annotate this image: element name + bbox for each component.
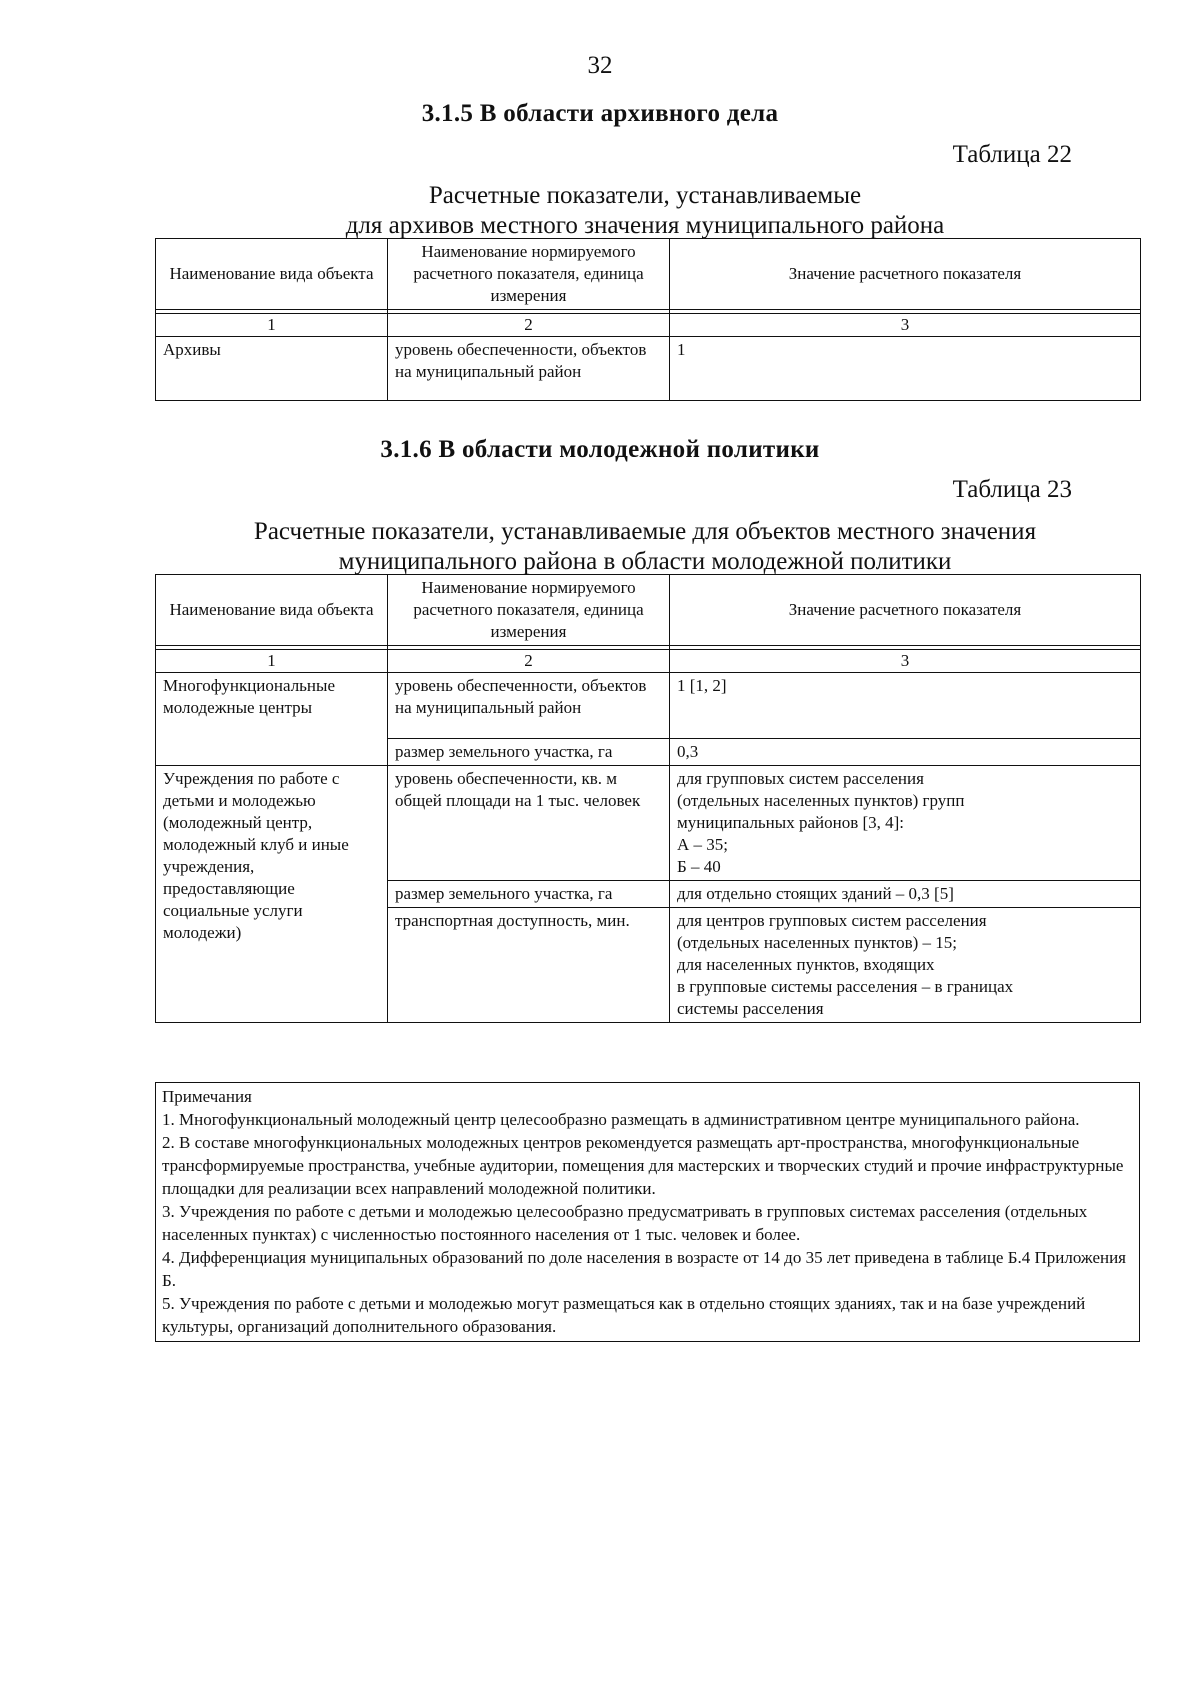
section-title-archives: 3.1.5 В области архивного дела (421, 100, 779, 127)
column-number-row (156, 314, 1141, 337)
table-caption-22 (150, 181, 1140, 241)
note-item: 3. Учреждения по работе с детьми и молодежью целесообразно предусматривать в групповых системах расселения (отдельных населенных пунктах) с численностью постоянного населения от 1 тыс. человек и более. (162, 1202, 1088, 1244)
value-cell (670, 766, 1141, 881)
indicator-cell: транспортная доступность, мин. (388, 908, 670, 1023)
object-cell: Многофункциональные молодежные центры (156, 673, 388, 766)
indicator-cell: уровень обеспеченности, объектов на муниципальный район (388, 673, 670, 739)
value-line: в групповые системы расселения – в границах (677, 977, 1014, 996)
value-cell: 0,3 (670, 739, 1141, 766)
header-cell: Наименование вида объекта (156, 239, 388, 310)
value-cell: 1 [1, 2] (670, 673, 1141, 739)
object-cell: Учреждения по работе с детьми и молодежью (молодежный центр, молодежный клуб и иные учреждения, предоставляющие социальные услуги молодежи) (156, 766, 388, 1023)
caption-line: Расчетные показатели, устанавливаемые (428, 182, 862, 209)
header-cell: Наименование вида объекта (156, 575, 388, 646)
table-row (156, 766, 1141, 881)
caption-line: для архивов местного значения муниципального района (345, 212, 945, 239)
value-line: для населенных пунктов, входящих (677, 955, 935, 974)
column-number-row (156, 650, 1141, 673)
table-row (156, 673, 1141, 739)
table-header-row (156, 239, 1141, 310)
column-number: 3 (670, 314, 1141, 337)
table-row (156, 337, 1141, 401)
note-item: 2. В составе многофункциональных молодежных центров рекомендуется размещать арт-пространства, многофункциональные трансформируемые пространства, учебные аудитории, помещения для мастерских и творческих студий и прочие инфраструктурные площадки для реализации всех направлений молодежной политики. (162, 1133, 1124, 1198)
table-23 (155, 574, 1141, 1023)
section-title-youth: 3.1.6 В области молодежной политики (380, 436, 820, 463)
caption-line: Расчетные показатели, устанавливаемые для объектов местного значения (253, 518, 1037, 545)
table-header-row (156, 575, 1141, 646)
value-line: системы расселения (677, 999, 824, 1018)
note-item: 5. Учреждения по работе с детьми и молодежью могут размещаться как в отдельно стоящих зданиях, так и на базе учреждений культуры, организаций дополнительного образования. (162, 1294, 1086, 1336)
caption-line: муниципального района в области молодежной политики (338, 548, 952, 575)
note-item: 1. Многофункциональный молодежный центр целесообразно размещать в административном центре муниципального района. (162, 1110, 1080, 1129)
value-line: муниципальных районов [3, 4]: (677, 813, 905, 832)
notes-block (155, 1082, 1140, 1342)
value-line: для центров групповых систем расселения (677, 911, 987, 930)
column-number: 1 (156, 314, 388, 337)
column-number: 2 (388, 314, 670, 337)
value-line: (отдельных населенных пунктов) – 15; (677, 933, 958, 952)
indicator-cell: уровень обеспеченности, кв. м общей площади на 1 тыс. человек (388, 766, 670, 881)
indicator-cell: размер земельного участка, га (388, 739, 670, 766)
column-number: 1 (156, 650, 388, 673)
value-cell (670, 908, 1141, 1023)
value-line: А – 35; (677, 835, 728, 854)
indicator-cell: размер земельного участка, га (388, 881, 670, 908)
table-22 (155, 238, 1141, 401)
table-label-23: Таблица 23 (952, 476, 1072, 503)
table-caption-23 (150, 517, 1140, 577)
page-number: 32 (587, 52, 613, 79)
value-line: Б – 40 (677, 857, 721, 876)
column-number: 2 (388, 650, 670, 673)
column-number: 3 (670, 650, 1141, 673)
header-cell: Значение расчетного показателя (670, 239, 1141, 310)
header-cell: Наименование нормируемого расчетного показателя, единица измерения (388, 239, 670, 310)
object-cell: Архивы (156, 337, 388, 401)
value-cell: 1 (670, 337, 1141, 401)
notes-title: Примечания (162, 1087, 252, 1106)
value-line: (отдельных населенных пунктов) групп (677, 791, 965, 810)
header-cell: Значение расчетного показателя (670, 575, 1141, 646)
note-item: 4. Дифференциация муниципальных образований по доле населения в возрасте от 14 до 35 лет приведена в таблице Б.4 Приложения Б. (162, 1248, 1127, 1290)
value-line: для групповых систем расселения (677, 769, 924, 788)
table-label-22: Таблица 22 (952, 141, 1072, 168)
header-cell: Наименование нормируемого расчетного показателя, единица измерения (388, 575, 670, 646)
value-cell: для отдельно стоящих зданий – 0,3 [5] (670, 881, 1141, 908)
indicator-cell: уровень обеспеченности, объектов на муниципальный район (388, 337, 670, 401)
